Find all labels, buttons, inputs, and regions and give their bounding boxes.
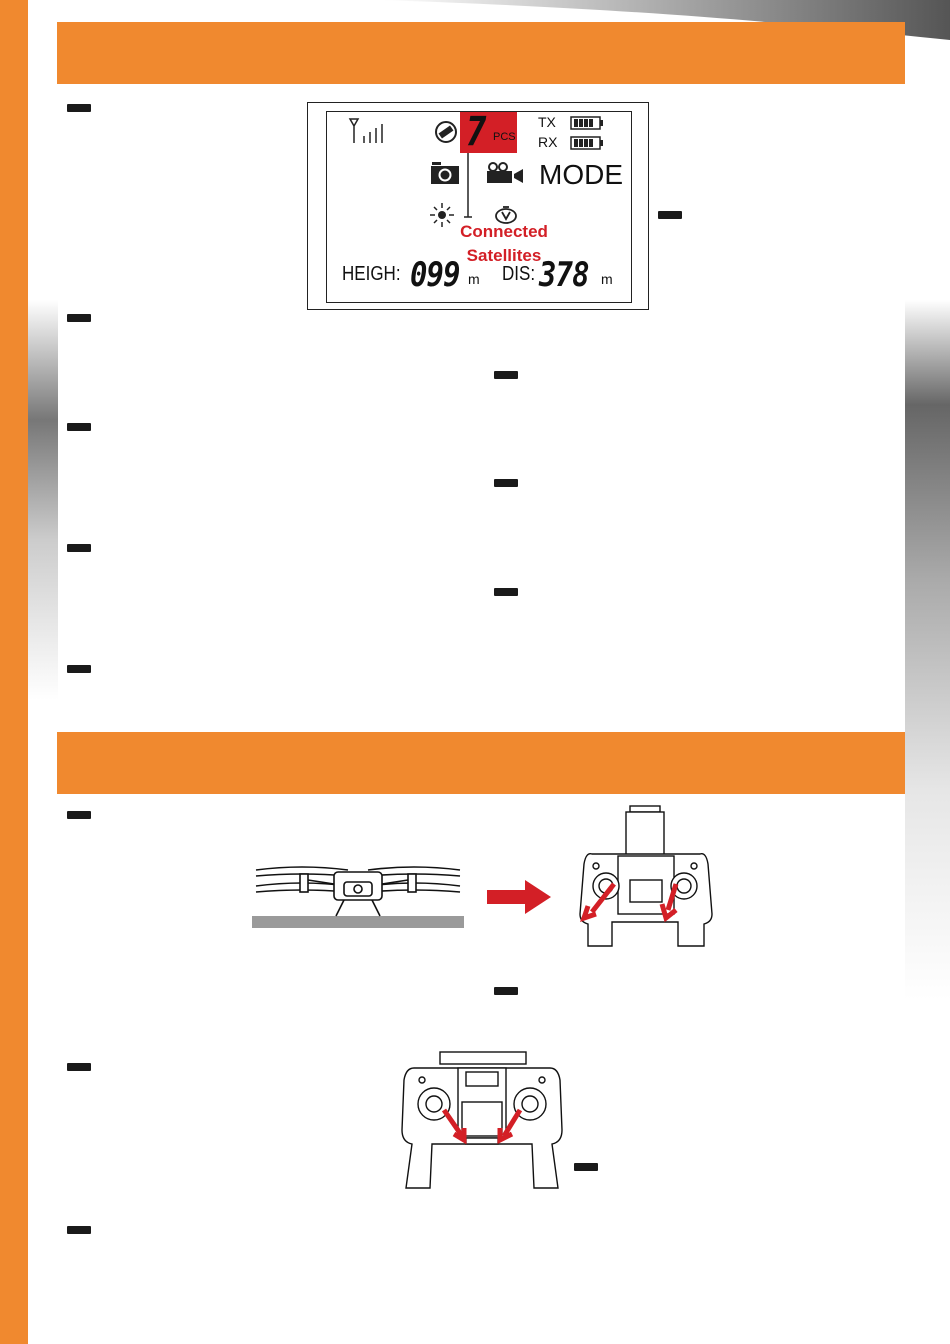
step-marker — [67, 314, 91, 322]
callout-line1: Connected — [460, 222, 548, 241]
step-marker — [67, 104, 91, 112]
distance-label: DIS: — [502, 263, 536, 285]
step-marker — [67, 1226, 91, 1234]
controller-icon — [400, 1050, 564, 1192]
satellite-icon — [434, 120, 458, 144]
tx-label: TX — [538, 114, 556, 130]
height-label: HEIGH: — [342, 263, 401, 285]
step-marker — [67, 811, 91, 819]
drone-icon — [252, 862, 466, 930]
signal-bars-icon — [348, 117, 390, 145]
callout-connector — [463, 153, 473, 223]
pcs-label: PCS — [493, 131, 516, 143]
step-marker — [494, 588, 518, 596]
step-marker — [67, 1063, 91, 1071]
video-camera-icon — [486, 162, 524, 184]
step-marker — [494, 479, 518, 487]
height-unit: m — [468, 271, 480, 287]
section-header-banner-middle — [57, 732, 905, 794]
callout-line2: Satellites — [466, 246, 542, 265]
background-swirl-left — [28, 300, 58, 700]
battery-icon — [570, 136, 604, 150]
camera-icon — [430, 161, 460, 185]
step-marker — [494, 987, 518, 995]
rx-label: RX — [538, 134, 558, 150]
distance-unit: m — [601, 271, 613, 287]
background-swirl-right — [905, 300, 950, 1000]
controller-icon — [578, 804, 714, 950]
step-marker — [67, 665, 91, 673]
step-marker — [494, 371, 518, 379]
mode-label: MODE — [539, 159, 623, 190]
step-marker — [67, 423, 91, 431]
arrow-right-icon — [487, 880, 551, 914]
step-marker — [574, 1163, 598, 1171]
distance-value: 378 — [539, 255, 589, 295]
section-header-banner-top — [57, 22, 905, 84]
height-value: 099 — [410, 255, 460, 295]
orange-page-spine — [0, 0, 28, 1344]
lcd-display — [307, 102, 649, 310]
step-marker — [67, 544, 91, 552]
light-icon — [429, 202, 455, 228]
battery-icon — [570, 116, 604, 130]
step-marker — [658, 211, 682, 219]
satellite-count-value: 7 — [466, 109, 486, 155]
